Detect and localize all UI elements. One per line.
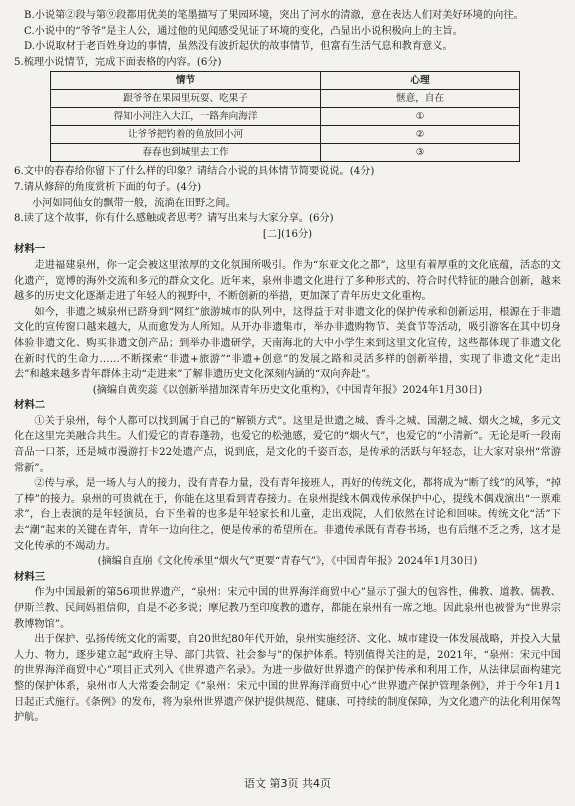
plot-table [50,71,520,162]
question-8: 8.读了这个故事，你有什么感触或者思考？请写出来与大家分享。(6分) [14,213,334,225]
material-2-para: ①关于泉州，每个人都可以找到属于自己的“解锁方式”。这里是世遗之城、香斗之城、国潮之城、烟火之城，多元文化在这里完美融合共生。人们爱它的青春蓬勃，也爱它的松弛感，爱它的“烟火气”，也爱它的“小清新”。无论是听一段南音品一口茶，还是城市漫游打卡22处遗产点，说到底，是文化的千姿百态，是传承的活跃与年轻态，让大家对泉州“常游常新”。 [14,415,561,474]
question-6: 6.文中的春春给你留下了什么样的印象？请结合小说的具体情节简要说说。(4分) [14,166,375,178]
table-cell: 春春也到城里去工作 [51,144,321,162]
material-2-para: ②传与承，是一场人与人的接力，没有青春力量，没有青年接班人，再好的传统文化，都将成为“断了线”的风筝，“掉了棒”的接力。泉州的可贵就在于，你能在这里看到青春接力。在泉州提线木偶戏传承保护中心，提线木偶戏演出“一票难求”，台上表演的是年轻演员，台下坐着的也多是年轻家长和儿童，走出戏院，人们依然在讨论和回味。传统文化“活”下去“潮”起来的关键在青年，青年一边向往之，便是传承的希望所在。非遗传承既有青春书场，也有后继不乏之秀，这才是文化传承的不竭动力。 [14,478,561,552]
material-1-para: 如今，非遗之城泉州已跻身到“网红”旅游城市的队列中，这得益于对非遗文化的保护传承和创新运用，根源在于非遗文化的宣传窗口越来越大，从而愈发为人所知。从开办非遗集市，举办非遗购物节、美食节等活动，吸引游客在其中切身体验非遗文化、购买非遗文创产品；到举办非遗研学，天南海北的大中小学生来到这里文化宣传，这些都体现了非遗文化在新时代的生命力……不断探索“非遗+旅游”“非遗+创意”的发展之路和灵活多样的创新举措，实现了非遗文化“走出去”和越来越多青年群体主动“走进来”了解非遗历史文化深刻内涵的“双向奔赴”。 [14,306,561,381]
question-5: 5.梳理小说情节，完成下面表格的内容。(6分) [14,56,222,68]
answer-blank-3: ③ [321,144,520,162]
material-1-para: 走进福建泉州，你一定会被这里浓厚的文化氛围所吸引。作为“东亚文化之都”，这里有着厚重的文化底蕴，活态的文化遗产，宽博的海外交流和多元的群众文化。近年来，泉州非遗文化进行了多种形式的、符合时代特征的融合创新，越来越多的历史文化逐渐走进了年轻人的视野中，不断创新的举措，更加深了青年历史文化重构。 [14,259,561,303]
answer-blank-1: ① [321,108,520,126]
option-c: C.小说中的“爷爷”是主人公，通过他的见闻感受见证了环境的变化，凸显出小说积极向上的主旨。 [24,25,463,37]
table-row [51,90,520,108]
material-3-label: 材料三 [14,570,46,583]
option-b: B.小说第②段与第⑨段都用优美的笔墨描写了果园环境，突出了河水的清澈，意在表达人们对美好环境的向往。 [24,10,524,21]
material-2-label: 材料二 [14,399,46,412]
table-cell: 得知小河注入大江，一路奔向海洋 [51,108,321,126]
table-header-row [51,72,520,90]
section-heading: [二](16分) [262,228,313,240]
option-d: D.小说取材于老百姓身边的事情，虽然没有波折起伏的故事情节，但富有生活气息和教育意义。 [24,41,453,53]
material-3-para: 作为中国最新的第56项世界遗产，“泉州：宋元中国的世界海洋商贸中心”显示了强大的包容性，佛教、道教、儒教、伊斯兰教、民间妈祖信仰，自是不必多说；摩尼教乃至印度教的遗存，都能在泉州有一席之地。因此泉州也被誉为“世界宗教博物馆”。 [14,587,561,630]
table-cell: 让爷爷把钓着的鱼放回小河 [51,126,321,144]
material-1-source: (摘编自黄奕蕊《以创新举措加深青年历史文化重构》，《中国青年报》2024年1月30日) [92,384,483,396]
table-header-plot: 情节 [51,72,321,90]
table-row [51,108,520,126]
table-cell: 跟爷爷在果园里玩耍、吃果子 [51,90,321,108]
table-header-mood: 心理 [321,72,520,90]
question-7-sentence: 小河如同仙女的飘带一般，流淌在田野之间。 [32,197,236,209]
page-footer: 语文 第3页 共4页 [244,777,331,791]
material-2-source: (摘编自直崩《文化传承里“烟火气”更要“青春气”》，《中国青年报》2024年1月30日) [97,556,478,568]
material-3-para: 出于保护、弘扬传统文化的需要，自20世纪80年代开始，泉州实施经济、文化、城市建设一体发展战略，并投入大量人力、物力，逐步建立起“政府主导、部门共管、社会参与”的保护体系。特别值得关注的是，2021年，“泉州：宋元中国的世界海洋商贸中心”项目正式列入《世界遗产名录》。为进一步做好世界遗产的保护传承和利用工作，从法律层面构建完整的保护体系，泉州市人大常委会制定《“泉州：宋元中国的世界海洋商贸中心”世界遗产保护管理条例》，并于今年1月1日起正式施行。《条例》的发布，将为泉州世界遗产保护提供规范、健康、可持续的制度保障，为文化遗产的法化利用保驾护航。 [14,634,561,724]
question-7: 7.请从修辞的角度赏析下面的句子。(4分) [14,181,202,193]
table-cell: 惬意，自在 [321,90,520,108]
table-row [51,144,520,162]
answer-blank-2: ② [321,126,520,144]
table-row [51,126,520,144]
material-1-label: 材料一 [14,243,46,256]
